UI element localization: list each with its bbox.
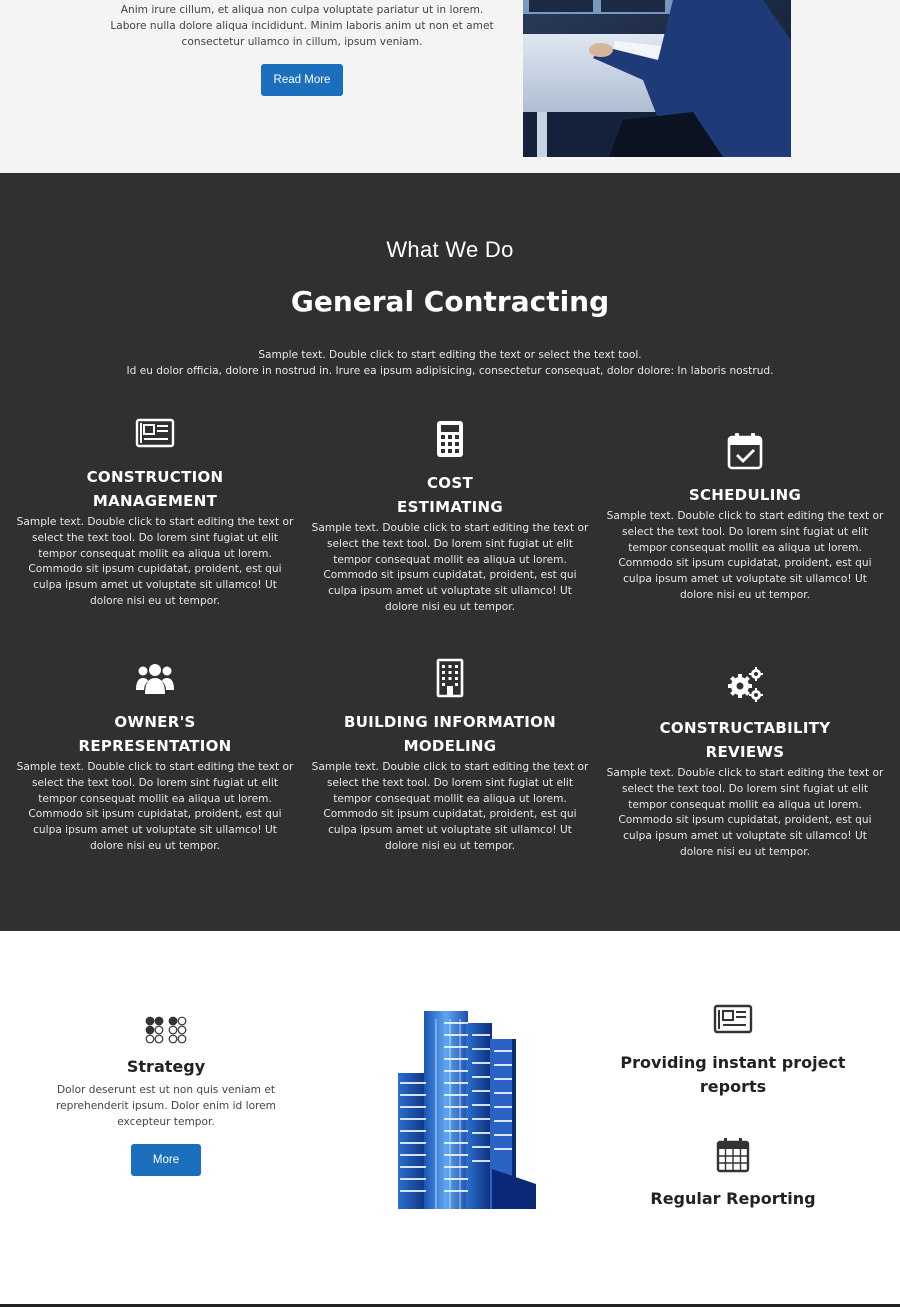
service-construction-management bbox=[15, 413, 295, 610]
service-text: Sample text. Double click to start editing the text or select the text tool. Do lorem sint fugiat ut elit tempor consequat mollit ea aliqua ut lorem. Commodo sit ipsum cupidatat, proident, est qui culpa ipsum amet ut voluptate sit ullamco! Ut dolore nisi eu ut tempor. bbox=[16, 516, 294, 607]
services-section bbox=[0, 173, 900, 931]
strategy-card bbox=[40, 1015, 292, 1176]
more-button[interactable]: More bbox=[131, 1144, 201, 1176]
service-title: SCHEDULING bbox=[688, 486, 802, 504]
blue-skyscraper-illustration bbox=[396, 1009, 536, 1209]
gears-icon bbox=[725, 664, 765, 704]
dots-grid-icon bbox=[144, 1015, 188, 1047]
service-text: Sample text. Double click to start editing the text or select the text tool. Do lorem sint fugiat ut elit tempor consequat mollit ea aliqua ut lorem. Commodo sit ipsum cupidatat, proident, est qui culpa ipsum amet ut voluptate sit ullamco! Ut dolore nisi eu ut tempor. bbox=[606, 767, 884, 858]
service-title: COST ESTIMATING bbox=[397, 474, 503, 516]
feature-instant-reports bbox=[610, 1003, 856, 1099]
service-text: Sample text. Double click to start editing the text or select the text tool. Do lorem sint fugiat ut elit tempor consequat mollit ea aliqua ut lorem. Commodo sit ipsum cupidatat, proident, est qui culpa ipsum amet ut voluptate sit ullamco! Ut dolore nisi eu ut tempor. bbox=[606, 510, 884, 601]
intro-section bbox=[0, 0, 900, 173]
section-title: General Contracting bbox=[290, 285, 610, 318]
feature-title: Regular Reporting bbox=[650, 1189, 816, 1208]
strategy-section bbox=[0, 931, 900, 1307]
service-building-information-modeling bbox=[310, 658, 590, 855]
service-cost-estimating bbox=[310, 419, 590, 616]
building-icon bbox=[430, 658, 470, 698]
office-worker-photo bbox=[523, 0, 791, 157]
service-title: BUILDING INFORMATION MODELING bbox=[343, 713, 557, 755]
calendar-check-icon bbox=[725, 431, 765, 471]
service-title: OWNER'S REPRESENTATION bbox=[78, 713, 232, 755]
calculator-icon bbox=[430, 419, 470, 459]
service-text: Sample text. Double click to start editing the text or select the text tool. Do lorem sint fugiat ut elit tempor consequat mollit ea aliqua ut lorem. Commodo sit ipsum cupidatat, proident, est qui culpa ipsum amet ut voluptate sit ullamco! Ut dolore nisi eu ut tempor. bbox=[311, 761, 589, 852]
intro-line-2: Id eu dolor officia, dolore in nostrud in. Irure ea ipsum adipisicing, consectetur consequat, dolor dolore: In laboris nostrud. bbox=[126, 365, 774, 377]
service-owners-representation bbox=[15, 658, 295, 855]
service-title: CONSTRUCTABILITY REVIEWS bbox=[659, 719, 831, 761]
users-group-icon bbox=[135, 658, 175, 698]
intro-line-1: Sample text. Double click to start editing the text or select the text tool. bbox=[258, 349, 642, 361]
section-intro bbox=[0, 347, 900, 379]
calendar-grid-icon bbox=[716, 1137, 750, 1173]
service-scheduling bbox=[605, 431, 885, 604]
service-constructability-reviews bbox=[605, 664, 885, 861]
newspaper-icon bbox=[135, 413, 175, 453]
intro-text: Anim irure cillum, et aliqua non culpa voluptate pariatur ut in lorem. Labore nulla dolore aliqua incididunt. Minim laboris anim ut non et amet consectetur ullamco in cillum, ipsum veniam. bbox=[110, 4, 494, 48]
service-text: Sample text. Double click to start editing the text or select the text tool. Do lorem sint fugiat ut elit tempor consequat mollit ea aliqua ut lorem. Commodo sit ipsum cupidatat, proident, est qui culpa ipsum amet ut voluptate sit ullamco! Ut dolore nisi eu ut tempor. bbox=[311, 522, 589, 613]
read-more-button[interactable]: Read More bbox=[261, 64, 343, 96]
strategy-title: Strategy bbox=[126, 1057, 206, 1076]
strategy-text: Dolor deserunt est ut non quis veniam et reprehenderit ipsum. Dolor enim id lorem excepteur tempor. bbox=[55, 1084, 277, 1128]
service-title: CONSTRUCTION MANAGEMENT bbox=[86, 468, 224, 510]
newspaper-icon bbox=[713, 1003, 753, 1037]
section-kicker: What We Do bbox=[386, 237, 514, 262]
service-text: Sample text. Double click to start editing the text or select the text tool. Do lorem sint fugiat ut elit tempor consequat mollit ea aliqua ut lorem. Commodo sit ipsum cupidatat, proident, est qui culpa ipsum amet ut voluptate sit ullamco! Ut dolore nisi eu ut tempor. bbox=[16, 761, 294, 852]
feature-regular-reporting bbox=[610, 1137, 856, 1211]
feature-title: Providing instant project reports bbox=[620, 1053, 846, 1096]
